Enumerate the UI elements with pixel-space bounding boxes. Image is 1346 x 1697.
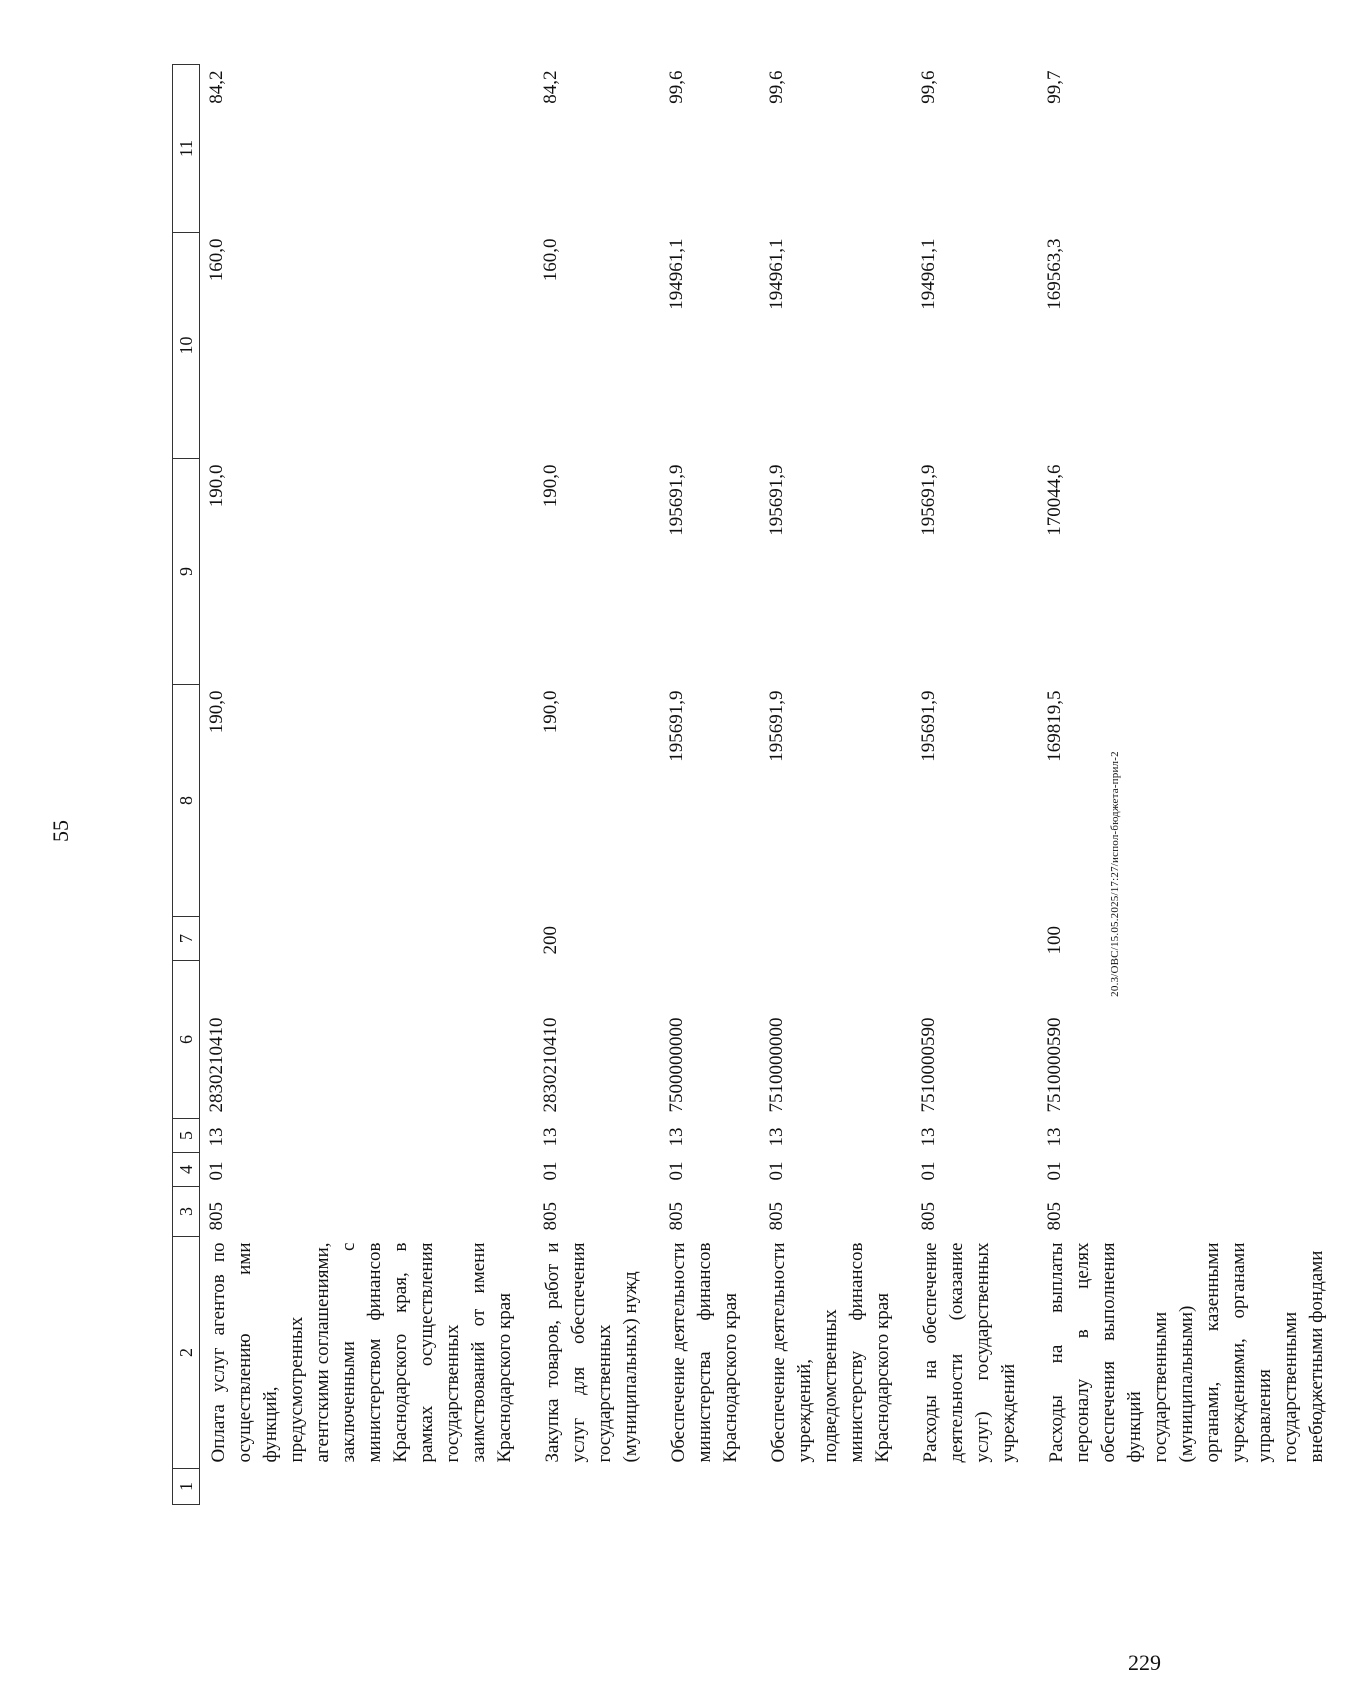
row-col-11: 99,6 — [766, 70, 787, 104]
row-col-1 — [760, 1469, 912, 1505]
row-name: Расходы на обеспечение деятельности (оказание услуг) государственных учреждений — [920, 1242, 1019, 1463]
table-row — [912, 65, 1038, 1505]
row-col-4: 01 — [540, 1161, 561, 1181]
row-col-11: 84,2 — [206, 70, 227, 104]
budget-table — [172, 64, 1346, 1505]
row-col-8: 195691,9 — [766, 690, 787, 762]
row-col-7: 100 — [1044, 926, 1065, 955]
row-col-5: 13 — [766, 1127, 787, 1147]
row-col-11: 84,2 — [540, 70, 561, 104]
row-col-10: 160,0 — [540, 238, 561, 282]
row-col-5: 13 — [1044, 1127, 1065, 1147]
row-name: Обеспечение деятельности учреждений, подведомственных министерству финансов Краснодарского края — [768, 1242, 893, 1463]
row-col-6: 7510000000 — [766, 1017, 787, 1113]
row-col-11: 99,6 — [666, 70, 687, 104]
row-col-3: 805 — [918, 1202, 939, 1231]
row-col-11: 99,7 — [1044, 70, 1065, 104]
row-col-6: 7510000590 — [1044, 1017, 1065, 1113]
header-col-5: 5 — [173, 1119, 200, 1153]
row-col-5: 13 — [540, 1127, 561, 1147]
row-col-5: 13 — [918, 1127, 939, 1147]
table-row — [534, 65, 660, 1505]
row-col-7 — [760, 917, 912, 961]
row-col-7 — [200, 917, 535, 961]
row-col-9: 190,0 — [206, 464, 227, 508]
row-col-4: 01 — [666, 1161, 687, 1181]
row-col-9: 190,0 — [540, 464, 561, 508]
row-col-1 — [912, 1469, 1038, 1505]
row-col-10: 194961,1 — [918, 238, 939, 310]
document-code: 20.3/OBC/15.05.2025/17:27/испол-бюджета-прил-2 — [1108, 751, 1121, 997]
row-col-8: 169819,5 — [1044, 690, 1065, 762]
header-col-11: 11 — [173, 65, 200, 233]
page-number-bottom: 229 — [1128, 1650, 1161, 1675]
row-col-4: 01 — [1044, 1161, 1065, 1181]
table-row — [660, 65, 760, 1505]
row-col-3: 805 — [540, 1202, 561, 1231]
table-header-row — [173, 65, 200, 1505]
row-name: Оплата услуг агентов по осуществлению ими функций, предусмотренных агентскими соглашениями, заключенными с министерством финансов Краснодарского края, в рамках осуществления государственных заимствований от имени Краснодарского края — [208, 1242, 515, 1463]
row-col-7 — [912, 917, 1038, 961]
row-name: Обеспечение деятельности министерства финансов Краснодарского края — [668, 1242, 741, 1463]
row-col-11: 99,6 — [918, 70, 939, 104]
table-row — [760, 65, 912, 1505]
row-col-8: 195691,9 — [666, 690, 687, 762]
rotated-table-container — [172, 65, 1327, 1505]
row-col-8: 190,0 — [206, 690, 227, 734]
row-col-4: 01 — [918, 1161, 939, 1181]
row-col-6: 2830210410 — [540, 1017, 561, 1113]
header-col-3: 3 — [173, 1187, 200, 1237]
header-col-4: 4 — [173, 1153, 200, 1187]
row-col-10: 160,0 — [206, 238, 227, 282]
table-row — [200, 65, 535, 1505]
row-col-10: 194961,1 — [766, 238, 787, 310]
row-col-5: 13 — [206, 1127, 227, 1147]
row-col-3: 805 — [1044, 1202, 1065, 1231]
row-col-9: 195691,9 — [666, 464, 687, 536]
row-col-7 — [660, 917, 760, 961]
header-col-8: 8 — [173, 685, 200, 917]
row-col-10: 194961,1 — [666, 238, 687, 310]
row-col-1 — [200, 1469, 535, 1505]
row-col-3: 805 — [206, 1202, 227, 1231]
row-col-1 — [534, 1469, 660, 1505]
row-col-8: 190,0 — [540, 690, 561, 734]
header-col-1: 1 — [173, 1469, 200, 1505]
row-col-8: 195691,9 — [918, 690, 939, 762]
row-col-6: 7510000590 — [918, 1017, 939, 1113]
header-col-7: 7 — [173, 917, 200, 961]
row-col-7: 200 — [540, 926, 561, 955]
page-number-top: 55 — [48, 820, 73, 842]
row-col-4: 01 — [766, 1161, 787, 1181]
header-col-2: 2 — [173, 1237, 200, 1469]
table-row — [1038, 65, 1346, 1505]
row-col-9: 195691,9 — [766, 464, 787, 536]
row-col-9: 195691,9 — [918, 464, 939, 536]
row-col-5: 13 — [666, 1127, 687, 1147]
row-col-6: 2830210410 — [206, 1017, 227, 1113]
row-name: Расходы на выплаты персоналу в целях обеспечения выполнения функций государственными (муниципальными) органами, казенными учреждениями, органами управления государственными внебюджетными фондами — [1046, 1242, 1327, 1463]
header-col-9: 9 — [173, 459, 200, 685]
row-col-6: 7500000000 — [666, 1017, 687, 1113]
row-col-3: 805 — [666, 1202, 687, 1231]
row-col-9: 170044,6 — [1044, 464, 1065, 536]
row-col-3: 805 — [766, 1202, 787, 1231]
row-col-10: 169563,3 — [1044, 238, 1065, 310]
row-col-1 — [660, 1469, 760, 1505]
row-col-1 — [1038, 1469, 1346, 1505]
row-name: Закупка товаров, работ и услуг для обеспечения государственных (муниципальных) нужд — [542, 1242, 641, 1463]
row-col-4: 01 — [206, 1161, 227, 1181]
header-col-10: 10 — [173, 233, 200, 459]
header-col-6: 6 — [173, 961, 200, 1119]
